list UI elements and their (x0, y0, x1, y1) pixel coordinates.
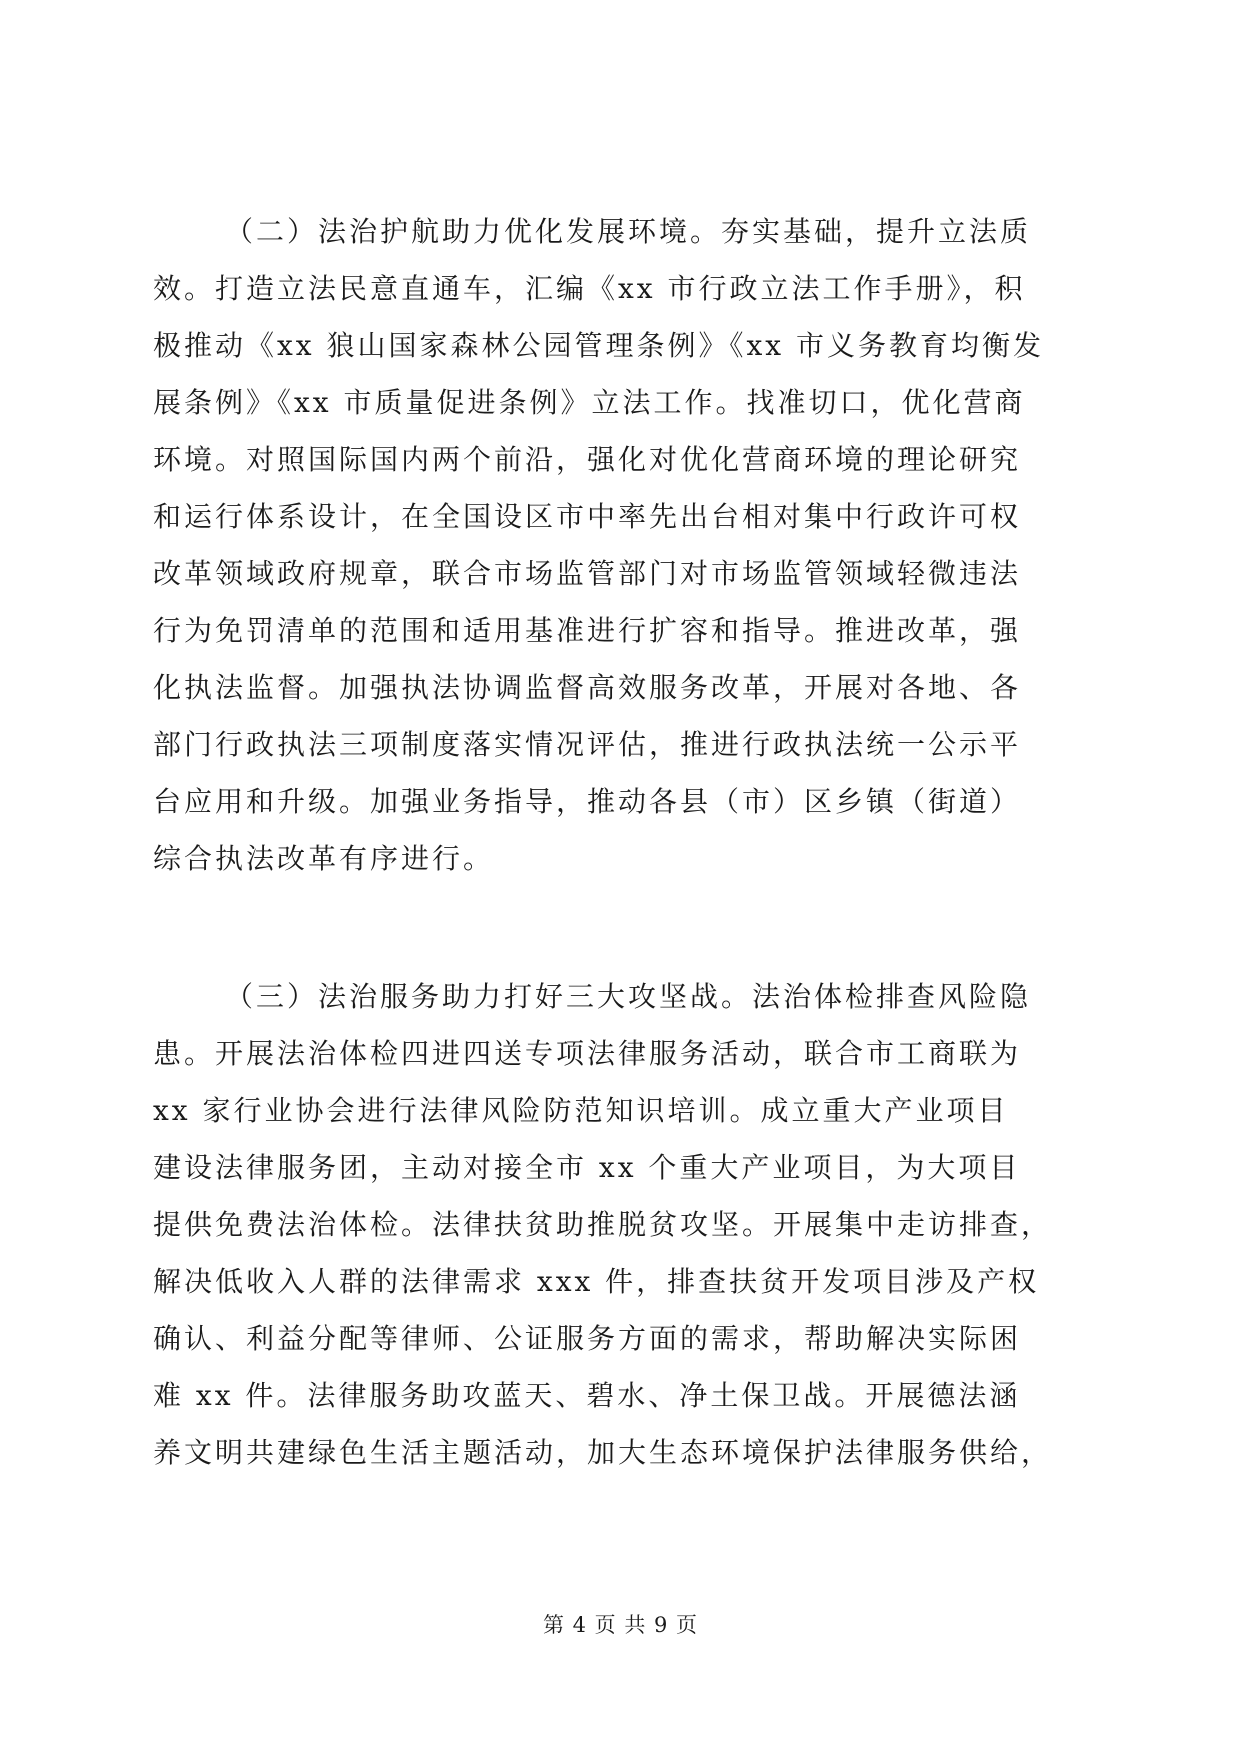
paragraph-line: 效。打造立法民意直通车，汇编《xx 市行政立法工作手册》，积 (153, 272, 1026, 305)
paragraph-line: 建设法律服务团，主动对接全市 xx 个重大产业项目，为大项目 (153, 1151, 1021, 1184)
paragraph-line: xx 家行业协会进行法律风险防范知识培训。成立重大产业项目 (153, 1094, 1009, 1127)
paragraph-line: 展条例》《xx 市质量促进条例》立法工作。找准切口，优化营商 (153, 386, 1026, 419)
paragraph-line: 部门行政执法三项制度落实情况评估，推进行政执法统一公示平 (153, 728, 1022, 761)
paragraph-line: 化执法监督。加强执法协调监督高效服务改革，开展对各地、各 (153, 671, 1022, 704)
paragraph-line: （三）法治服务助力打好三大攻坚战。法治体检排查风险隐 (225, 980, 1032, 1013)
paragraph-line: 改革领域政府规章，联合市场监管部门对市场监管领域轻微违法 (153, 557, 1022, 590)
paragraph-line: 行为免罚清单的范围和适用基准进行扩容和指导。推进改革，强 (153, 614, 1022, 647)
paragraph-line: 难 xx 件。法律服务助攻蓝天、碧水、净土保卫战。开展德法涵 (153, 1379, 1021, 1412)
paragraph-line: 台应用和升级。加强业务指导，推动各县（市）区乡镇（街道） (153, 785, 1022, 818)
paragraph-line: 环境。对照国际国内两个前沿，强化对优化营商环境的理论研究 (153, 443, 1022, 476)
paragraph-line: 解决低收入人群的法律需求 xxx 件，排查扶贫开发项目涉及产权 (153, 1265, 1040, 1298)
paragraph-line: 确认、利益分配等律师、公证服务方面的需求，帮助解决实际困 (153, 1322, 1022, 1355)
paragraph-line: （二）法治护航助力优化发展环境。夯实基础，提升立法质 (225, 215, 1032, 248)
paragraph-line: 和运行体系设计，在全国设区市中率先出台相对集中行政许可权 (153, 500, 1022, 533)
paragraph-line: 养文明共建绿色生活主题活动，加大生态环境保护法律服务供给， (153, 1436, 1053, 1469)
page-number-footer: 第 4 页 共 9 页 (542, 1613, 699, 1637)
paragraph-line: 患。开展法治体检四进四送专项法律服务活动，联合市工商联为 (153, 1037, 1022, 1070)
paragraph-line: 综合执法改革有序进行。 (153, 842, 495, 875)
paragraph-line: 极推动《xx 狼山国家森林公园管理条例》《xx 市义务教育均衡发 (153, 329, 1044, 362)
paragraph-line: 提供免费法治体检。法律扶贫助推脱贫攻坚。开展集中走访排查， (153, 1208, 1053, 1241)
